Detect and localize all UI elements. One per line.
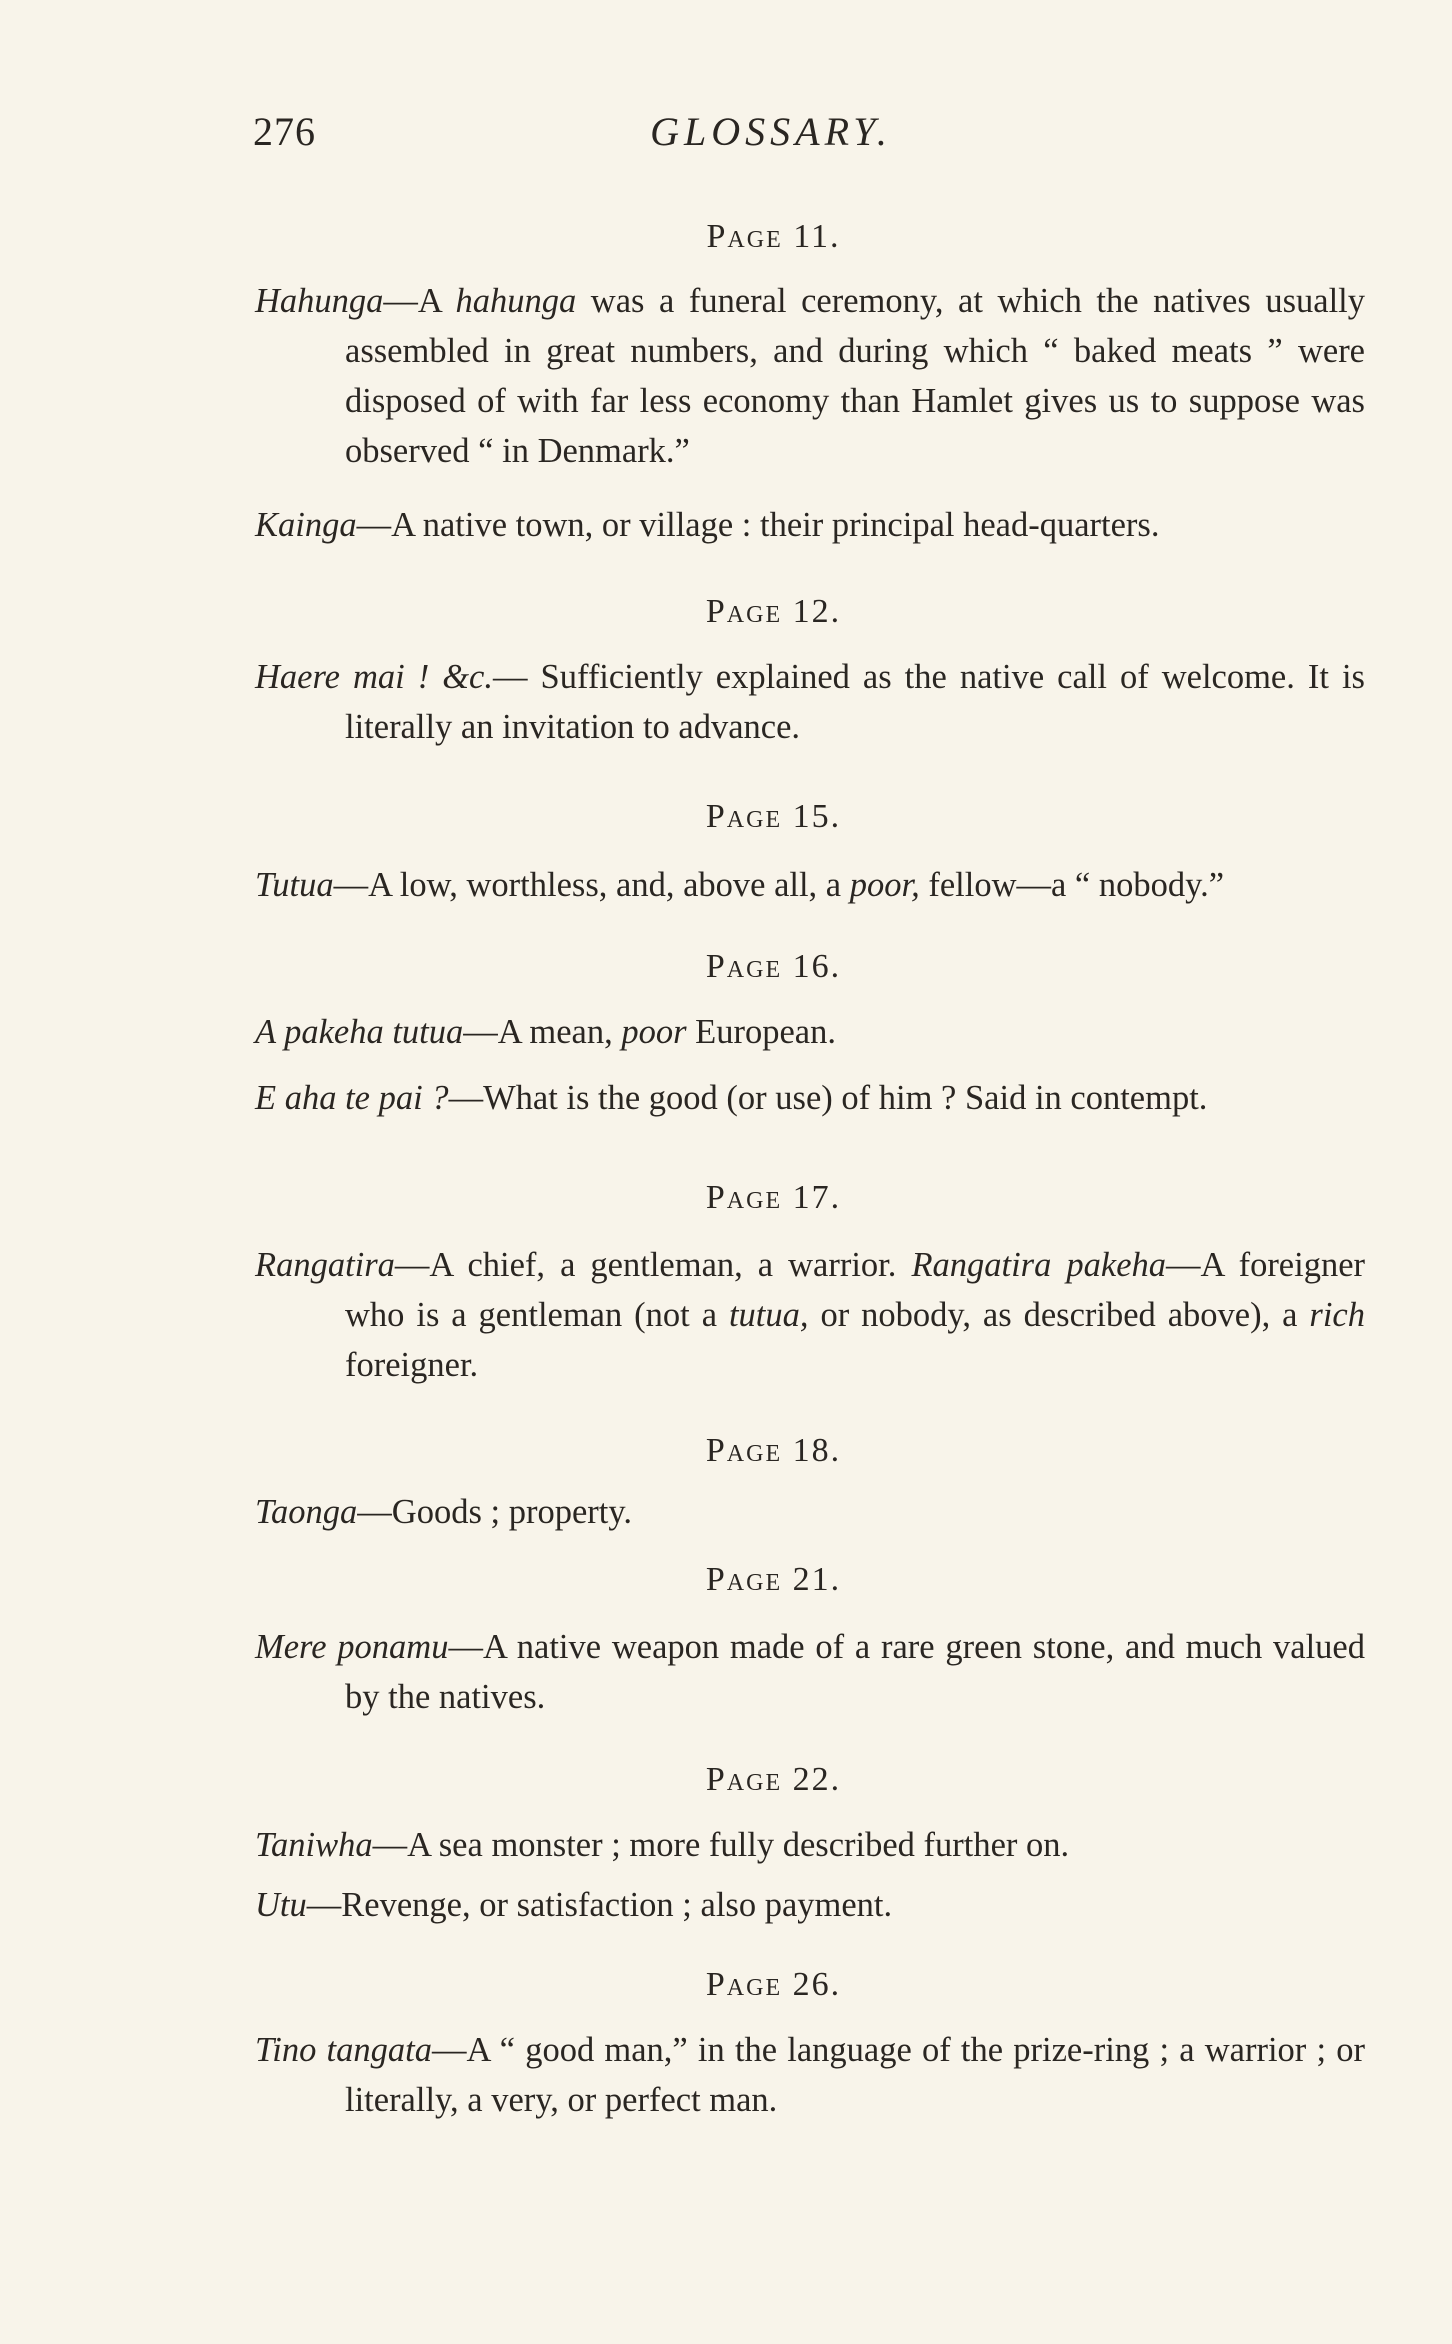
entry-pakeha-tutua	[255, 1007, 1365, 1057]
entry-emphasis: rich	[1309, 1296, 1365, 1334]
section-heading-page-26: Page 26.	[705, 1966, 842, 2003]
entry-text: —A	[383, 282, 456, 320]
section-heading-page-18: Page 18.	[705, 1432, 842, 1469]
running-head: GLOSSARY.	[650, 109, 892, 154]
entry-tino-tangata	[255, 2025, 1365, 2125]
section-heading-page-11: Page 11.	[706, 218, 841, 255]
entry-text: European.	[686, 1013, 836, 1051]
entry-emphasis: poor	[621, 1013, 687, 1051]
entry-text: —A sea monster ; more fully described further on.	[372, 1826, 1070, 1864]
entry-text: —A “ good man,” in the language of the prize-ring ; a warrior ; or literally, a very, or perfect man.	[345, 2031, 1365, 2119]
entry-term: Tino tangata	[255, 2031, 432, 2069]
entry-term: Hahunga	[255, 282, 384, 320]
entry-term: Utu	[255, 1886, 307, 1924]
entry-term: Rangatira	[255, 1246, 395, 1284]
entry-term: Taonga	[255, 1493, 358, 1531]
entry-emphasis: tutua,	[728, 1296, 809, 1334]
entry-text: —A native town, or village : their principal head-quarters.	[356, 506, 1160, 544]
entry-text: —What is the good (or use) of him ? Said in contempt.	[448, 1079, 1208, 1117]
section-heading-page-21: Page 21.	[705, 1561, 842, 1598]
entry-text: —A low, worthless, and, above all, a	[333, 866, 850, 904]
entry-term: Mere ponamu	[255, 1628, 449, 1666]
entry-text: —A chief, a gentleman, a warrior.	[394, 1246, 912, 1284]
section-heading-page-15: Page 15.	[705, 798, 842, 835]
entry-text: foreigner.	[345, 1346, 479, 1384]
section-heading-page-22: Page 22.	[705, 1761, 842, 1798]
entry-text: —Goods ; property.	[357, 1493, 632, 1531]
entry-mere-ponamu	[255, 1622, 1365, 1722]
entry-term: A pakeha tutua	[255, 1013, 464, 1051]
entry-term: Taniwha	[255, 1826, 373, 1864]
section-heading-page-17: Page 17.	[705, 1179, 842, 1216]
entry-e-aha-te-pai	[255, 1073, 1365, 1123]
entry-term: E aha te pai ?	[255, 1079, 449, 1117]
entry-term: Rangatira pakeha	[911, 1246, 1167, 1284]
entry-taniwha	[255, 1820, 1365, 1870]
entry-term: Tutua	[255, 866, 334, 904]
section-heading-page-12: Page 12.	[705, 593, 842, 630]
entry-text: fellow—a “ nobody.”	[919, 866, 1225, 904]
entry-kainga	[255, 500, 1365, 550]
entry-haere-mai	[255, 652, 1365, 752]
entry-text: —A foreigner who is a gentleman (not a	[345, 1246, 1366, 1334]
entry-rangatira	[255, 1240, 1365, 1390]
entry-text: —A mean,	[463, 1013, 622, 1051]
entry-term: hahunga	[455, 282, 577, 320]
entry-tutua	[255, 860, 1365, 910]
entry-term: Haere mai ! &c.	[255, 658, 493, 696]
entry-text: — Sufficiently explained as the native call of welcome. It is literally an invitation to advance.	[345, 658, 1365, 746]
entry-term: Kainga	[255, 506, 357, 544]
entry-taonga	[255, 1487, 1365, 1537]
page-number: 276	[253, 109, 316, 154]
entry-utu	[255, 1880, 1365, 1930]
entry-text: was a funeral ceremony, at which the natives usually assembled in great numbers, and during which “ baked meats ” were disposed of with far less economy than Hamlet gives us to suppose was observed “ in Denmark.”	[345, 282, 1366, 470]
entry-hahunga	[255, 276, 1365, 476]
entry-text: —A native weapon made of a rare green stone, and much valued by the natives.	[345, 1628, 1365, 1716]
section-heading-page-16: Page 16.	[705, 948, 842, 985]
entry-text: —Revenge, or satisfaction ; also payment.	[306, 1886, 893, 1924]
entry-text: or nobody, as described above), a	[808, 1296, 1310, 1334]
entry-emphasis: poor,	[849, 866, 920, 904]
